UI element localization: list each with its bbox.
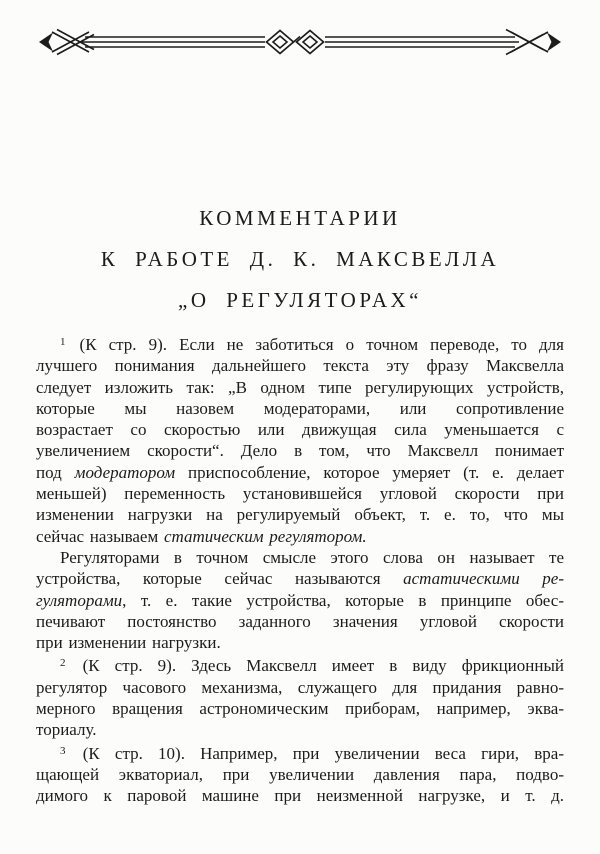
- text-line: [36, 698, 564, 719]
- text-segment: астатическими ре-: [403, 569, 565, 589]
- headpiece-ornament-icon: [37, 27, 563, 57]
- text-line: [36, 785, 564, 806]
- title-line-3: „О РЕГУЛЯТОРАХ“: [178, 288, 422, 312]
- text-line: [36, 504, 564, 525]
- left-arrow-finial-icon: [39, 33, 53, 52]
- text-segment: при изменении нагрузки.: [36, 633, 221, 653]
- text-segment: гуляторами: [36, 590, 123, 610]
- footnote-paragraph-2: [36, 547, 564, 653]
- title-line-1: КОММЕНТАРИИ: [199, 206, 401, 230]
- text-segment: сейчас называем: [36, 526, 164, 546]
- chapter-title: [0, 198, 600, 321]
- right-arrow-finial-icon: [547, 33, 561, 52]
- footnote-paragraph-3: [36, 653, 564, 740]
- text-line: [36, 462, 564, 483]
- text-line: [36, 568, 564, 589]
- text-block: [36, 332, 564, 807]
- text-segment: щающей экваториал, при увеличении давления пара, подво-: [36, 764, 564, 784]
- footnote-marker: 3: [60, 744, 66, 757]
- text-line: [36, 677, 564, 698]
- text-segment: следует изложить так: „В одном типе регулирующих устройств,: [36, 377, 564, 397]
- text-line: [36, 355, 564, 376]
- text-segment: модератором: [74, 462, 176, 482]
- text-line: [36, 719, 564, 740]
- text-segment: , т. е. такие устройства, которые в принципе обес-: [122, 590, 564, 610]
- text-segment: регулятор часового механизма, служащего для придания равно-: [36, 677, 564, 697]
- text-segment: печивают постоянство заданного значения угловой скорости: [36, 611, 564, 631]
- text-segment: димого к паровой машине при неизменной нагрузке, и т. д.: [36, 786, 564, 806]
- text-segment: увеличением скорости“. Дело в том, что Максвелл понимает: [36, 441, 564, 461]
- text-line: [36, 526, 564, 547]
- text-segment: меньшей) переменность установившейся угловой скорости при: [36, 484, 564, 504]
- text-line: [36, 547, 564, 568]
- text-line: [36, 632, 564, 653]
- text-line: [36, 440, 564, 461]
- text-segment: статическим регулятором.: [163, 526, 367, 546]
- text-line: [36, 653, 564, 676]
- text-segment: изменении нагрузки на регулируемый объект, т. е. то, что мы: [36, 505, 564, 525]
- footnote-marker: 2: [60, 657, 66, 670]
- text-line: [36, 764, 564, 785]
- text-segment: под: [36, 462, 75, 482]
- text-line: [36, 332, 564, 355]
- text-segment: (К стр. 9). Здесь Максвелл имеет в виду фрикционный: [67, 656, 564, 676]
- text-line: [36, 741, 564, 764]
- text-line: [36, 419, 564, 440]
- text-segment: которые мы назовем модераторами, или сопротивление: [36, 398, 564, 418]
- footnote-marker: 1: [60, 336, 66, 348]
- text-segment: Регуляторами в точном смысле этого слова он называет те: [60, 547, 564, 567]
- text-segment: ториалу.: [36, 720, 97, 740]
- text-line: [36, 611, 564, 632]
- text-segment: (К стр. 10). Например, при увеличении веса гири, вра-: [67, 743, 564, 763]
- text-segment: приспособление, которое умеряет (т. е. делает: [175, 462, 564, 482]
- text-segment: (К стр. 9). Если не заботиться о точном переводе, то для: [67, 335, 564, 354]
- text-line: [36, 483, 564, 504]
- text-segment: мерного вращения астрономическим приборам, например, эква-: [36, 699, 564, 719]
- text-segment: возрастает со скоростью или движущая сила уменьшается с: [36, 420, 564, 440]
- text-segment: устройства, которые сейчас называются: [36, 569, 404, 589]
- text-line: [36, 590, 564, 611]
- footnote-paragraph-4: [36, 741, 564, 807]
- text-line: [36, 398, 564, 419]
- text-segment: лучшего понимания дальнейшего текста эту фразу Максвелла: [36, 356, 564, 376]
- title-line-2: К РАБОТЕ Д. К. МАКСВЕЛЛА: [100, 247, 500, 271]
- footnote-paragraph-1: [36, 332, 564, 547]
- text-line: [36, 377, 564, 398]
